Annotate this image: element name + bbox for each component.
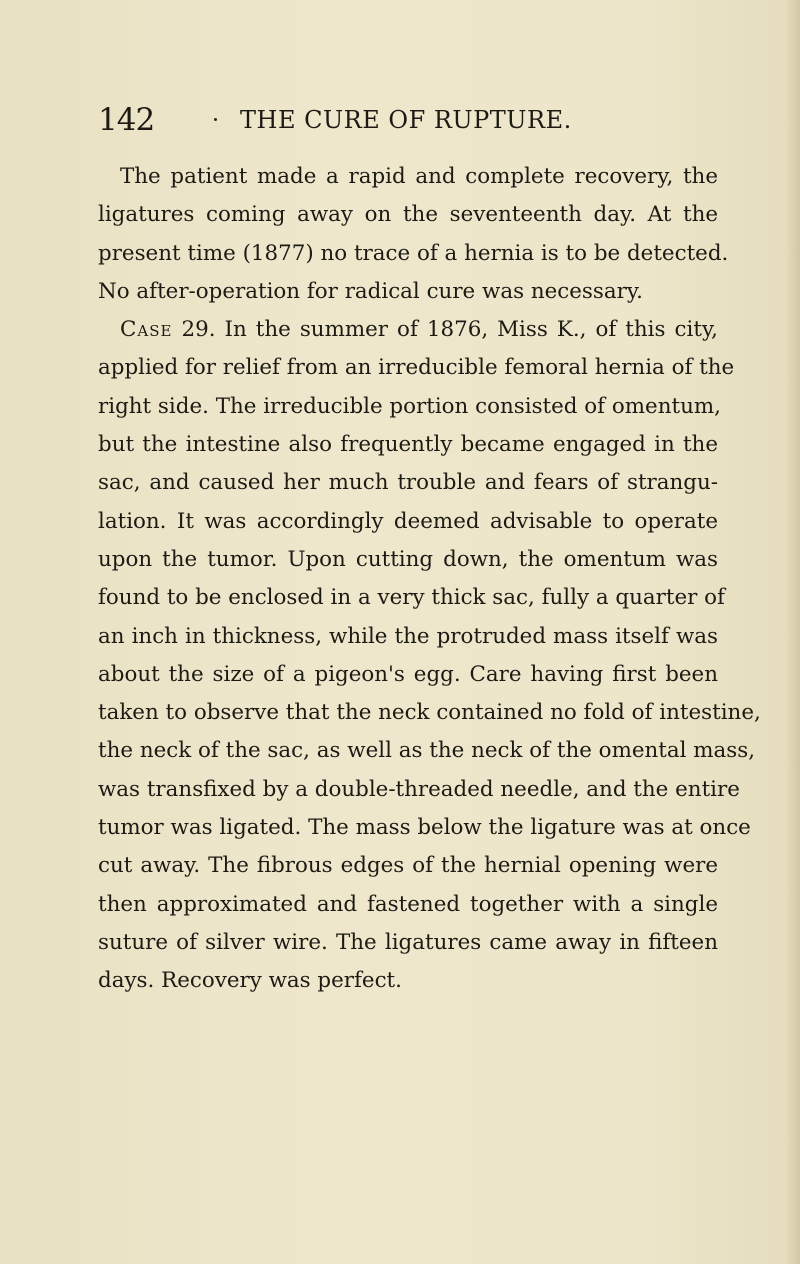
text-line: The patient made a rapid and complete recovery, the [120, 164, 718, 189]
page-header [98, 98, 718, 142]
case-label: Case [120, 317, 173, 343]
text-line: about the size of a pigeon's egg. Care having first been [98, 661, 718, 687]
page-edge-shadow [786, 0, 800, 1264]
text-line: present time (1877) no trace of a hernia is to be detected. [98, 240, 729, 266]
text-line: suture of silver wire. The ligatures came away in fifteen [98, 929, 718, 955]
text-line: then approximated and fastened together with a single [98, 891, 718, 917]
text-line: days. Recovery was perfect. [98, 968, 402, 994]
text-line: No after-operation for radical cure was necessary. [98, 278, 643, 304]
text-line: tumor was ligated. The mass below the ligature was at once [98, 815, 751, 841]
running-head: THE CURE OF RUPTURE. [240, 106, 572, 134]
text-line: lation. It was accordingly deemed advisable to operate [98, 508, 718, 534]
text-line: but the intestine also frequently became engaged in the [98, 432, 718, 458]
text-line: was transfixed by a double-threaded needle, and the entire [98, 776, 740, 802]
text-line: ligatures coming away on the seventeenth day. At the [98, 202, 718, 228]
text-line: cut away. The fibrous edges of the hernial opening were [98, 853, 718, 879]
body-text [98, 158, 761, 1001]
text-line: upon the tumor. Upon cutting down, the omentum was [98, 546, 718, 572]
text-line: an inch in thickness, while the protruded mass itself was [98, 623, 718, 649]
text-line: taken to observe that the neck contained no fold of intestine, [98, 700, 761, 726]
text-line: applied for relief from an irreducible femoral hernia of the [98, 355, 735, 381]
text-line: the neck of the sac, as well as the neck of the omental mass, [98, 738, 756, 764]
text-line: sac, and caused her much trouble and fears of strangu- [98, 470, 718, 496]
text-line-rest: 29. In the summer of 1876, Miss K., of this city, [181, 317, 718, 343]
text-line: found to be enclosed in a very thick sac, fully a quarter of [98, 585, 725, 611]
page-number: 142 [98, 102, 155, 138]
case-heading-line [98, 311, 718, 349]
header-ornament-dot [214, 118, 217, 121]
text-line: right side. The irreducible portion consisted of omentum, [98, 393, 721, 419]
